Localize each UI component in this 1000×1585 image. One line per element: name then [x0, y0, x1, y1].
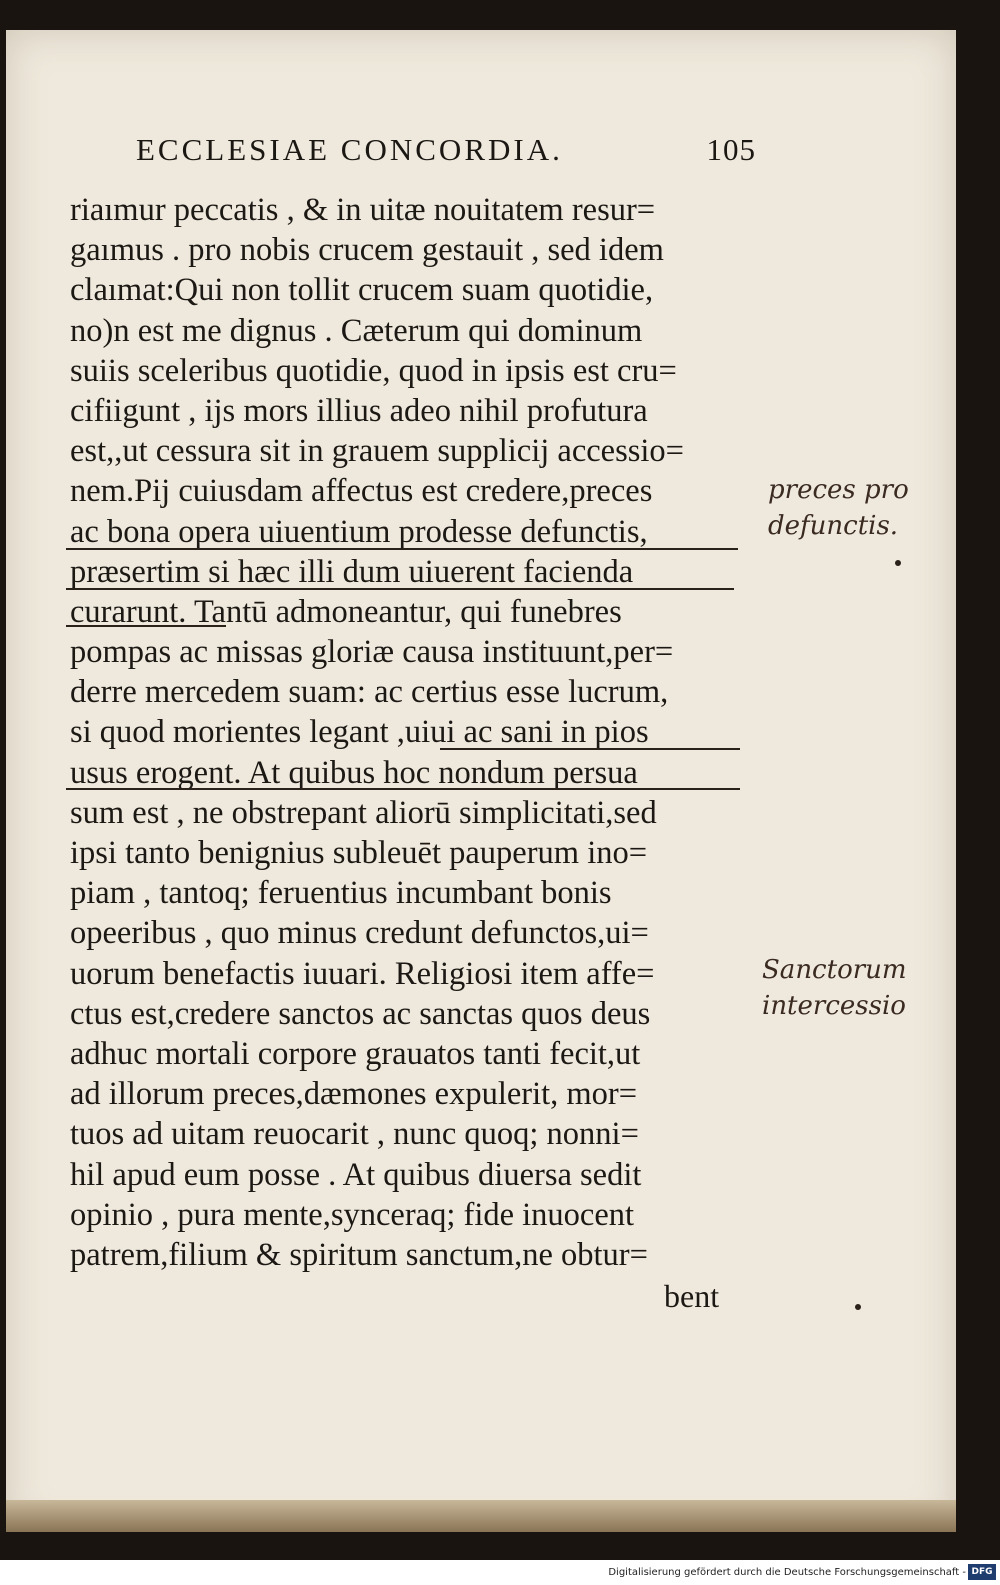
text-line: est,,ut cessura sit in grauem supplicij accessio= [70, 433, 685, 470]
text-line: nem.Pij cuiusdam affectus est credere,preces [70, 473, 653, 510]
text-line: uorum benefactis iuuari. Religiosi item affe= [70, 955, 655, 992]
text-line: patrem,filium & spiritum sanctum,ne obtur= [70, 1236, 648, 1273]
text-line: adhuc mortali corpore grauatos tanti fecit,ut [70, 1035, 641, 1072]
text-line: no)n est me dignus . Cæterum qui dominum [70, 312, 643, 349]
marginal-note-preces: preces pro defunctis. [768, 475, 909, 541]
ink-mark [895, 560, 901, 566]
text-line: suiis sceleribus quotidie, quod in ipsis est cru= [70, 352, 677, 389]
handwritten-underline [440, 748, 740, 750]
handwritten-underline [66, 788, 740, 790]
body-text [70, 190, 770, 1275]
text-line: præsertim si hæc illi dum uiuerent facienda [70, 553, 634, 590]
text-line: tuos ad uitam reuocarit , nunc quoq; nonni= [70, 1116, 639, 1153]
text-line: gaımus . pro nobis crucem gestauit , sed idem [70, 232, 664, 269]
text-line: riaımur peccatis , & in uitæ nouitatem resur= [70, 192, 656, 228]
text-line: si quod morientes legant ,uiui ac sani in pios [70, 714, 649, 751]
catchword: bent [664, 1278, 720, 1314]
page-edge [6, 1500, 956, 1532]
text-line: hil apud eum posse . At quibus diuersa sedit [70, 1156, 642, 1193]
text-line: sum est , ne obstrepant aliorū simplicitati,sed [70, 794, 657, 831]
text-line: ctus est,credere sanctos ac sanctas quos deus [70, 995, 651, 1032]
text-line: derre mercedem suam: ac certius esse lucrum, [70, 674, 669, 711]
text-line: ac bona opera uiuentium prodesse defunctis, [70, 513, 648, 550]
marginal-note-sanctorum: Sanctorum intercessio [762, 955, 907, 1021]
text-line: usus erogent. At quibus hoc nondum persua [70, 754, 638, 791]
page-number: 105 [706, 132, 756, 167]
handwritten-underline [66, 548, 738, 550]
text-line: pompas ac missas gloriæ causa instituunt,per= [70, 634, 674, 671]
text-line: claımat:Qui non tollit crucem suam quotidie, [70, 272, 654, 309]
running-head [136, 132, 756, 168]
text-line: cifiigunt , ijs mors illius adeo nihil profutura [70, 392, 648, 429]
digitization-credit: Digitalisierung gefördert durch die Deutsche Forschungsgemeinschaft - [608, 1567, 966, 1578]
text-line: curarunt. Tantū admoneantur, qui funebres [70, 593, 622, 630]
ink-mark [855, 1304, 861, 1310]
text-line: ipsi tanto benignius subleuēt pauperum ino= [70, 835, 648, 871]
text-line: opeeribus , quo minus credunt defunctos,ui= [70, 915, 649, 952]
text-line: piam , tantoq; feruentius incumbant bonis [70, 875, 612, 912]
handwritten-underline [66, 625, 226, 627]
running-head-title: ECCLESIAE CONCORDIA. [136, 132, 563, 167]
text-line: ad illorum preces,dæmones expulerit, mor= [70, 1076, 638, 1113]
dfg-logo: DFG [968, 1564, 996, 1580]
handwritten-underline [66, 588, 734, 590]
text-line: opinio , pura mente,synceraq; fide inuocent [70, 1196, 635, 1233]
